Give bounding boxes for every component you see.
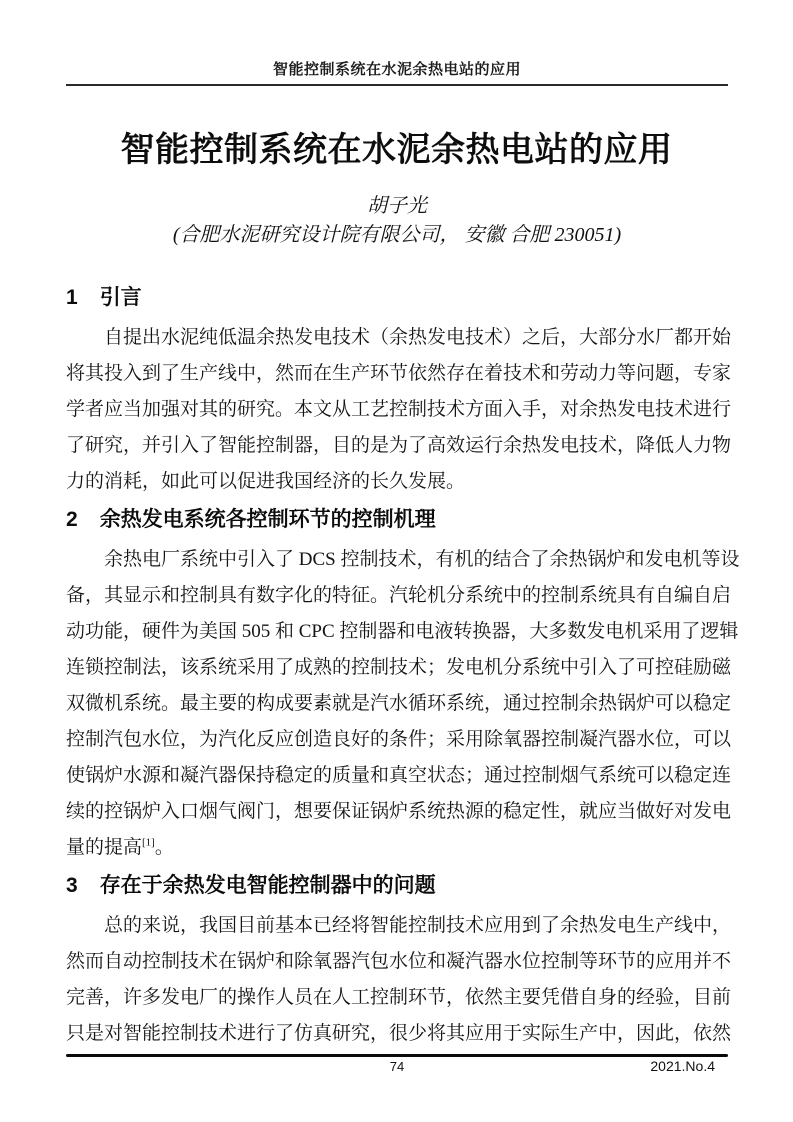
header-rule xyxy=(66,84,728,86)
author-name: 胡子光 xyxy=(367,195,427,217)
text-line: 双微机系统。最主要的构成要素就是汽水循环系统，通过控制余热锅炉可以稳定 xyxy=(66,693,732,714)
page-title: 智能控制系统在水泥余热电站的应用 xyxy=(120,131,673,169)
text-line: 了研究，并引入了智能控制器，目的是为了高效运行余热发电技术，降低人力物 xyxy=(66,435,732,456)
text-line: 余热电厂系统中引入了 DCS 控制技术，有机的结合了余热锅炉和发电机等设 xyxy=(104,549,740,570)
document-body xyxy=(66,284,740,1052)
text-line: 量的提高[1]。 xyxy=(66,836,174,858)
text-line: 自提出水泥纯低温余热发电技术（余热发电技术）之后，大部分水厂都开始 xyxy=(104,327,732,348)
text-line: 续的控锅炉入口烟气阀门，想要保证锅炉系统热源的稳定性，就应当做好对发电 xyxy=(66,801,732,822)
text-line: 控制汽包水位，为汽化反应创造良好的条件；采用除氧器控制凝汽器水位，可以 xyxy=(66,729,732,750)
text-line: 学者应当加强对其的研究。本文从工艺控制技术方面入手，对余热发电技术进行 xyxy=(66,399,732,420)
text-line: 备，其显示和控制具有数字化的特征。汽轮机分系统中的控制系统具有自编自启 xyxy=(66,585,732,606)
text-line: 使锅炉水源和凝汽器保持稳定的质量和真空状态；通过控制烟气系统可以稳定连 xyxy=(66,765,732,786)
page-number: 74 xyxy=(389,1059,405,1074)
running-header: 智能控制系统在水泥余热电站的应用 xyxy=(272,61,521,78)
section-heading xyxy=(66,506,728,534)
section-heading xyxy=(66,284,728,312)
text-line: 总的来说，我国目前基本已经将智能控制技术应用到了余热发电生产线中， xyxy=(104,915,732,936)
footer-rule xyxy=(66,1054,728,1057)
text-line: 将其投入到了生产线中，然而在生产环节依然存在着技术和劳动力等问题，专家 xyxy=(66,363,732,384)
text-line: 只是对智能控制技术进行了仿真研究，很少将其应用于实际生产中，因此，依然 xyxy=(66,1023,732,1044)
text-line: 然而自动控制技术在锅炉和除氧器汽包水位和凝汽器水位控制等环节的应用并不 xyxy=(66,951,732,972)
issue-number: 2021.No.4 xyxy=(650,1058,715,1074)
section-title: 引言 xyxy=(99,286,142,309)
text-line: 力的消耗，如此可以促进我国经济的长久发展。 xyxy=(66,471,466,492)
section-number: 2 xyxy=(66,508,78,531)
text-line: 完善，许多发电厂的操作人员在人工控制环节，依然主要凭借自身的经验，目前 xyxy=(66,987,732,1008)
section-number: 1 xyxy=(66,286,78,309)
author-affiliation: (合肥水泥研究设计院有限公司， 安徽 合肥 230051) xyxy=(172,224,622,246)
section-heading xyxy=(66,872,728,900)
text-line: 动功能，硬件为美国 505 和 CPC 控制器和电液转换器，大多数发电机采用了逻辑 xyxy=(66,621,739,642)
section-number: 3 xyxy=(66,874,78,897)
section-title: 余热发电系统各控制环节的控制机理 xyxy=(99,508,436,531)
text-line: 连锁控制法，该系统采用了成熟的控制技术；发电机分系统中引入了可控硅励磁 xyxy=(66,657,732,678)
reference-marker: [1] xyxy=(142,836,155,849)
section-title: 存在于余热发电智能控制器中的问题 xyxy=(99,874,436,897)
